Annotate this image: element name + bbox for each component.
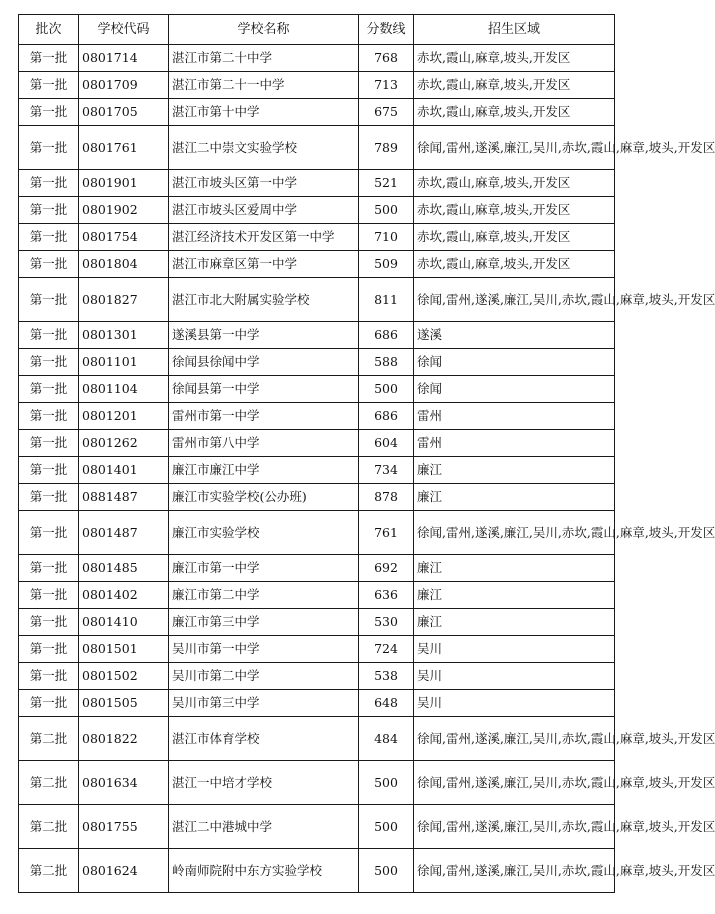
score-line-cell: 648: [359, 690, 414, 717]
school-name-cell: 徐闻县徐闻中学: [169, 349, 359, 376]
batch-cell: 第一批: [19, 278, 79, 322]
header-score-line: 分数线: [359, 15, 414, 45]
school-code-cell: 0801402: [79, 582, 169, 609]
header-row: [19, 15, 615, 45]
enrollment-region-cell: 遂溪: [414, 322, 615, 349]
enrollment-region-cell: 吴川: [414, 663, 615, 690]
school-name-cell: 吴川市第一中学: [169, 636, 359, 663]
school-name-cell: 湛江市第二十中学: [169, 45, 359, 72]
school-code-cell: 0801505: [79, 690, 169, 717]
enrollment-region-cell: 徐闻,雷州,遂溪,廉江,吴川,赤坎,霞山,麻章,坡头,开发区: [414, 761, 615, 805]
school-code-cell: 0801705: [79, 99, 169, 126]
school-code-cell: 0801104: [79, 376, 169, 403]
table-row: [19, 511, 615, 555]
batch-cell: 第二批: [19, 805, 79, 849]
batch-cell: 第一批: [19, 99, 79, 126]
batch-cell: 第二批: [19, 761, 79, 805]
batch-cell: 第一批: [19, 251, 79, 278]
score-line-cell: 761: [359, 511, 414, 555]
score-line-cell: 500: [359, 376, 414, 403]
batch-cell: 第一批: [19, 430, 79, 457]
table-row: [19, 349, 615, 376]
batch-cell: 第一批: [19, 224, 79, 251]
school-name-cell: 遂溪县第一中学: [169, 322, 359, 349]
enrollment-region-cell: 徐闻,雷州,遂溪,廉江,吴川,赤坎,霞山,麻章,坡头,开发区: [414, 849, 615, 893]
table-row: [19, 45, 615, 72]
enrollment-region-cell: 赤坎,霞山,麻章,坡头,开发区: [414, 170, 615, 197]
enrollment-region-cell: 吴川: [414, 690, 615, 717]
enrollment-region-cell: 徐闻,雷州,遂溪,廉江,吴川,赤坎,霞山,麻章,坡头,开发区: [414, 278, 615, 322]
table-row: [19, 126, 615, 170]
school-name-cell: 湛江市体育学校: [169, 717, 359, 761]
school-name-cell: 湛江经济技术开发区第一中学: [169, 224, 359, 251]
school-code-cell: 0801487: [79, 511, 169, 555]
batch-cell: 第一批: [19, 690, 79, 717]
school-name-cell: 湛江二中港城中学: [169, 805, 359, 849]
enrollment-region-cell: 徐闻: [414, 376, 615, 403]
score-line-cell: 530: [359, 609, 414, 636]
enrollment-region-cell: 赤坎,霞山,麻章,坡头,开发区: [414, 99, 615, 126]
school-code-cell: 0801101: [79, 349, 169, 376]
enrollment-region-cell: 廉江: [414, 457, 615, 484]
school-name-cell: 廉江市第二中学: [169, 582, 359, 609]
batch-cell: 第一批: [19, 72, 79, 99]
school-name-cell: 雷州市第一中学: [169, 403, 359, 430]
score-line-cell: 734: [359, 457, 414, 484]
school-name-cell: 岭南师院附中东方实验学校: [169, 849, 359, 893]
school-name-cell: 湛江市北大附属实验学校: [169, 278, 359, 322]
table-row: [19, 849, 615, 893]
table-row: [19, 636, 615, 663]
school-code-cell: 0881487: [79, 484, 169, 511]
table-row: [19, 430, 615, 457]
enrollment-region-cell: 赤坎,霞山,麻章,坡头,开发区: [414, 72, 615, 99]
table-row: [19, 251, 615, 278]
school-code-cell: 0801755: [79, 805, 169, 849]
table-row: [19, 555, 615, 582]
school-name-cell: 湛江一中培才学校: [169, 761, 359, 805]
score-line-cell: 811: [359, 278, 414, 322]
enrollment-region-cell: 雷州: [414, 403, 615, 430]
school-name-cell: 吴川市第三中学: [169, 690, 359, 717]
batch-cell: 第一批: [19, 403, 79, 430]
table-row: [19, 805, 615, 849]
school-name-cell: 湛江市坡头区第一中学: [169, 170, 359, 197]
score-line-cell: 521: [359, 170, 414, 197]
table-row: [19, 99, 615, 126]
table-row: [19, 403, 615, 430]
table-row: [19, 663, 615, 690]
score-line-cell: 878: [359, 484, 414, 511]
school-name-cell: 廉江市廉江中学: [169, 457, 359, 484]
school-name-cell: 廉江市实验学校(公办班): [169, 484, 359, 511]
header-school-code: 学校代码: [79, 15, 169, 45]
admissions-table: [18, 14, 715, 893]
school-name-cell: 雷州市第八中学: [169, 430, 359, 457]
school-name-cell: 廉江市第一中学: [169, 555, 359, 582]
enrollment-region-cell: 廉江: [414, 555, 615, 582]
score-line-cell: 675: [359, 99, 414, 126]
table-row: [19, 690, 615, 717]
enrollment-region-cell: 徐闻,雷州,遂溪,廉江,吴川,赤坎,霞山,麻章,坡头,开发区: [414, 717, 615, 761]
score-line-cell: 509: [359, 251, 414, 278]
school-code-cell: 0801501: [79, 636, 169, 663]
batch-cell: 第一批: [19, 126, 79, 170]
school-code-cell: 0801634: [79, 761, 169, 805]
score-line-cell: 484: [359, 717, 414, 761]
table-row: [19, 609, 615, 636]
header-enrollment-region: 招生区域: [414, 15, 615, 45]
batch-cell: 第一批: [19, 170, 79, 197]
school-name-cell: 湛江市第二十一中学: [169, 72, 359, 99]
score-line-cell: 686: [359, 322, 414, 349]
school-name-cell: 湛江市麻章区第一中学: [169, 251, 359, 278]
school-code-cell: 0801902: [79, 197, 169, 224]
score-line-cell: 500: [359, 805, 414, 849]
batch-cell: 第一批: [19, 636, 79, 663]
school-name-cell: 湛江二中崇文实验学校: [169, 126, 359, 170]
school-name-cell: 徐闻县第一中学: [169, 376, 359, 403]
school-code-cell: 0801201: [79, 403, 169, 430]
score-line-cell: 724: [359, 636, 414, 663]
school-code-cell: 0801761: [79, 126, 169, 170]
score-line-cell: 789: [359, 126, 414, 170]
batch-cell: 第一批: [19, 511, 79, 555]
enrollment-region-cell: 徐闻,雷州,遂溪,廉江,吴川,赤坎,霞山,麻章,坡头,开发区: [414, 805, 615, 849]
table-row: [19, 376, 615, 403]
batch-cell: 第一批: [19, 663, 79, 690]
table-row: [19, 582, 615, 609]
enrollment-region-cell: 徐闻,雷州,遂溪,廉江,吴川,赤坎,霞山,麻章,坡头,开发区: [414, 511, 615, 555]
school-name-cell: 廉江市实验学校: [169, 511, 359, 555]
table-row: [19, 322, 615, 349]
school-code-cell: 0801709: [79, 72, 169, 99]
table-row: [19, 224, 615, 251]
batch-cell: 第一批: [19, 457, 79, 484]
school-code-cell: 0801804: [79, 251, 169, 278]
table-row: [19, 197, 615, 224]
enrollment-region-cell: 赤坎,霞山,麻章,坡头,开发区: [414, 197, 615, 224]
school-code-cell: 0801754: [79, 224, 169, 251]
enrollment-region-cell: 廉江: [414, 609, 615, 636]
school-code-cell: 0801410: [79, 609, 169, 636]
score-line-cell: 500: [359, 849, 414, 893]
school-code-cell: 0801502: [79, 663, 169, 690]
school-name-cell: 廉江市第三中学: [169, 609, 359, 636]
school-code-cell: 0801485: [79, 555, 169, 582]
score-line-cell: 636: [359, 582, 414, 609]
table-row: [19, 72, 615, 99]
batch-cell: 第一批: [19, 484, 79, 511]
batch-cell: 第二批: [19, 717, 79, 761]
table-row: [19, 278, 615, 322]
score-line-cell: 713: [359, 72, 414, 99]
table-row: [19, 457, 615, 484]
score-line-cell: 692: [359, 555, 414, 582]
score-line-cell: 500: [359, 761, 414, 805]
score-line-cell: 686: [359, 403, 414, 430]
score-line-cell: 604: [359, 430, 414, 457]
school-name-cell: 湛江市第十中学: [169, 99, 359, 126]
batch-cell: 第一批: [19, 197, 79, 224]
school-code-cell: 0801827: [79, 278, 169, 322]
enrollment-region-cell: 赤坎,霞山,麻章,坡头,开发区: [414, 224, 615, 251]
school-code-cell: 0801822: [79, 717, 169, 761]
batch-cell: 第一批: [19, 582, 79, 609]
school-code-cell: 0801714: [79, 45, 169, 72]
school-name-cell: 湛江市坡头区爱周中学: [169, 197, 359, 224]
score-line-cell: 768: [359, 45, 414, 72]
school-code-cell: 0801901: [79, 170, 169, 197]
enrollment-region-cell: 赤坎,霞山,麻章,坡头,开发区: [414, 45, 615, 72]
batch-cell: 第一批: [19, 45, 79, 72]
enrollment-region-cell: 徐闻,雷州,遂溪,廉江,吴川,赤坎,霞山,麻章,坡头,开发区: [414, 126, 615, 170]
batch-cell: 第一批: [19, 349, 79, 376]
school-code-cell: 0801301: [79, 322, 169, 349]
enrollment-region-cell: 廉江: [414, 582, 615, 609]
table-row: [19, 170, 615, 197]
table-body: [19, 45, 715, 893]
enrollment-region-cell: 赤坎,霞山,麻章,坡头,开发区: [414, 251, 615, 278]
enrollment-region-cell: 廉江: [414, 484, 615, 511]
table-row: [19, 484, 615, 511]
table-row: [19, 761, 615, 805]
enrollment-region-cell: 徐闻: [414, 349, 615, 376]
header-school-name: 学校名称: [169, 15, 359, 45]
score-line-cell: 500: [359, 197, 414, 224]
batch-cell: 第二批: [19, 849, 79, 893]
school-code-cell: 0801262: [79, 430, 169, 457]
batch-cell: 第一批: [19, 609, 79, 636]
batch-cell: 第一批: [19, 376, 79, 403]
batch-cell: 第一批: [19, 322, 79, 349]
school-code-cell: 0801624: [79, 849, 169, 893]
score-line-cell: 710: [359, 224, 414, 251]
enrollment-region-cell: 吴川: [414, 636, 615, 663]
table-row: [19, 717, 615, 761]
score-line-cell: 588: [359, 349, 414, 376]
header-batch: 批次: [19, 15, 79, 45]
school-name-cell: 吴川市第二中学: [169, 663, 359, 690]
score-line-cell: 538: [359, 663, 414, 690]
batch-cell: 第一批: [19, 555, 79, 582]
enrollment-region-cell: 雷州: [414, 430, 615, 457]
school-code-cell: 0801401: [79, 457, 169, 484]
